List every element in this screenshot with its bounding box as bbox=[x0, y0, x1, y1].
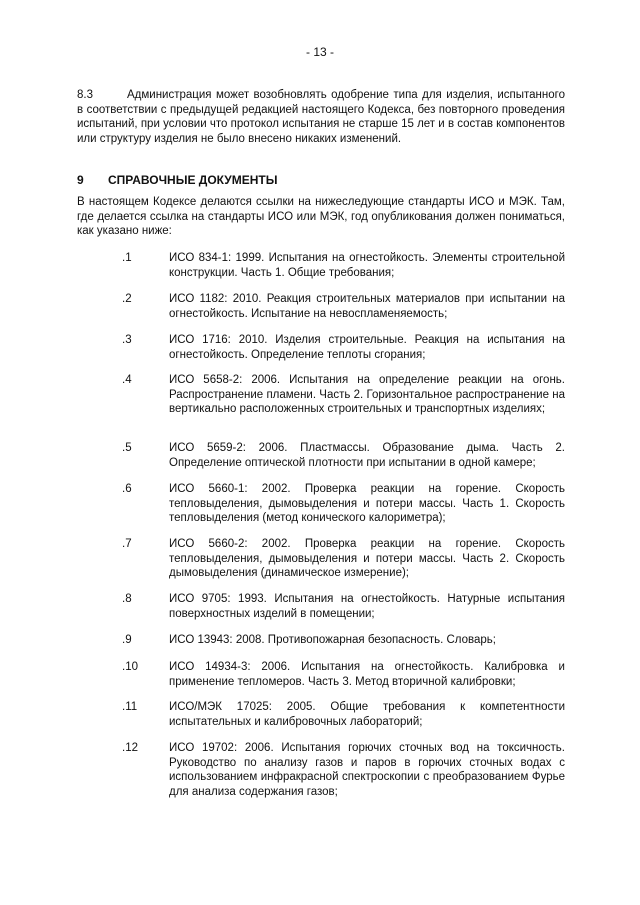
reference-number: .10 bbox=[122, 661, 138, 673]
reference-text: ИСО 5658-2: 2006. Испытания на определение реакции на огонь. Распространение пламени. Часть 2. Горизонтальное распространение на вертикально расположенных строительных и транспортных изделиях; bbox=[169, 374, 565, 415]
section-9-number: 9 bbox=[77, 173, 84, 187]
reference-text: ИСО 5659-2: 2006. Пластмассы. Образование дыма. Часть 2. Определение оптической плотности при испытании в одной камере; bbox=[169, 442, 565, 469]
section-9-intro: В настоящем Кодексе делаются ссылки на нижеследующие стандарты ИСО и МЭК. Там, где делается ссылка на стандарты ИСО или МЭК, год опубликования должен пониматься, как указано ниже: bbox=[77, 196, 565, 237]
reference-number: .11 bbox=[122, 701, 138, 713]
reference-number: .8 bbox=[122, 593, 132, 605]
reference-number: .1 bbox=[122, 252, 132, 264]
reference-text: ИСО 5660-2: 2002. Проверка реакции на горение. Скорость тепловыделения, дымовыделения и потери массы. Часть 2. Скорость дымовыделения (динамическое измерение); bbox=[169, 538, 565, 579]
reference-number: .2 bbox=[122, 293, 132, 305]
reference-text: ИСО 1182: 2010. Реакция строительных материалов при испытании на огнестойкость. Испытание на невоспламеняемость; bbox=[169, 293, 565, 320]
reference-text: ИСО 1716: 2010. Изделия строительные. Реакция на испытания на огнестойкость. Определение теплоты сгорания; bbox=[169, 334, 565, 361]
reference-text: ИСО 19702: 2006. Испытания горючих сточных вод на токсичность. Руководство по анализу газов и паров в горючих сточных водах с использованием инфракрасной спектроскопии с преобразованием Фурье для анализа содержания газов; bbox=[169, 742, 565, 798]
section-8-3 bbox=[77, 88, 565, 146]
reference-number: .7 bbox=[122, 538, 132, 550]
section-8-3-text: Администрация может возобновлять одобрение типа для изделия, испытанного в соответствии с предыдущей редакцией настоящего Кодекса, без повторного проведения испытаний, при условии что протокол испытания не старше 15 лет и в состав компонентов или структуру изделия не было внесено никаких изменений. bbox=[77, 89, 565, 145]
reference-text: ИСО 13943: 2008. Противопожарная безопасность. Словарь; bbox=[169, 634, 496, 646]
reference-number: .9 bbox=[122, 634, 132, 646]
reference-text: ИСО 834-1: 1999. Испытания на огнестойкость. Элементы строительной конструкции. Часть 1. Общие требования; bbox=[169, 252, 565, 279]
section-9-title: СПРАВОЧНЫЕ ДОКУМЕНТЫ bbox=[108, 173, 278, 187]
section-8-3-number: 8.3 bbox=[77, 89, 93, 101]
reference-number: .6 bbox=[122, 483, 132, 495]
reference-text: ИСО 5660-1: 2002. Проверка реакции на горение. Скорость тепловыделения, дымовыделения и потери массы. Часть 1. Скорость тепловыделения (метод конического калориметра); bbox=[169, 483, 565, 524]
reference-text: ИСО 14934-3: 2006. Испытания на огнестойкость. Калибровка и применение тепломеров. Часть 3. Метод вторичной калибровки; bbox=[169, 661, 565, 688]
reference-text: ИСО 9705: 1993. Испытания на огнестойкость. Натурные испытания поверхностных изделий в помещении; bbox=[169, 593, 565, 620]
reference-number: .5 bbox=[122, 442, 132, 454]
reference-number: .4 bbox=[122, 374, 132, 386]
reference-number: .12 bbox=[122, 742, 138, 754]
reference-text: ИСО/МЭК 17025: 2005. Общие требования к компетентности испытательных и калибровочных лабораторий; bbox=[169, 701, 565, 728]
page-number: - 13 - bbox=[305, 45, 334, 59]
reference-number: .3 bbox=[122, 334, 132, 346]
section-9-heading bbox=[77, 173, 278, 187]
